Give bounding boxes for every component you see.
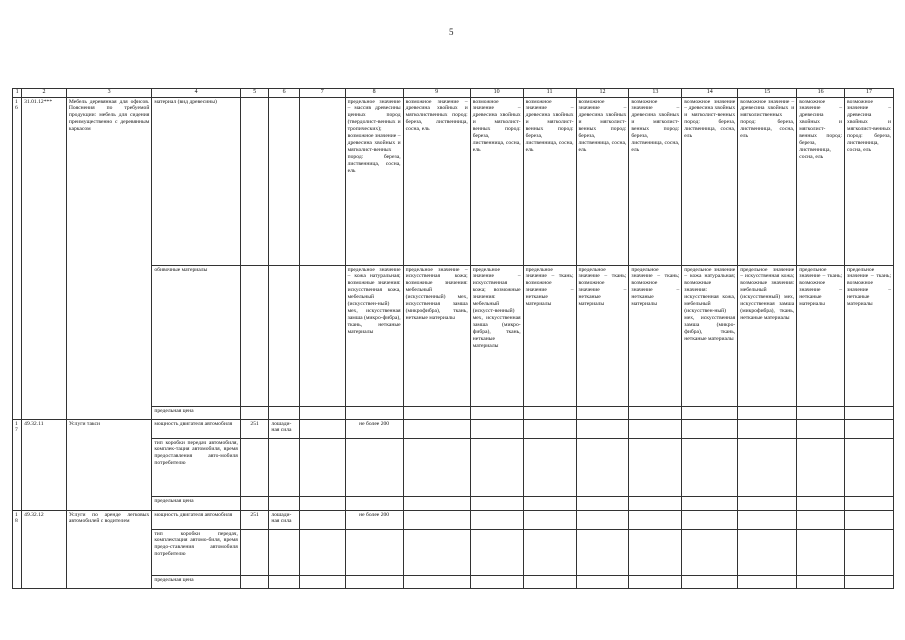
- empty-cell: [269, 97, 300, 265]
- column-header: 8: [345, 89, 403, 98]
- column-header: 4: [152, 89, 241, 98]
- okpd-code: 49.32.12: [22, 510, 67, 588]
- empty-cell: [470, 510, 523, 529]
- empty-cell: [470, 406, 523, 419]
- empty-cell: [299, 529, 345, 575]
- column-header: 11: [523, 89, 576, 98]
- empty-cell: [240, 496, 268, 510]
- empty-cell: [240, 265, 268, 406]
- column-header: 12: [576, 89, 629, 98]
- empty-cell: [797, 419, 845, 438]
- empty-cell: [523, 510, 576, 529]
- value-cell: возможное значение – древесина хвойных и мягколист-венных пород: береза, лиственница, сосна, ель: [576, 97, 629, 265]
- value-cell: возможное значение – древесина хвойных и мягколист-венных пород: береза, лиственница, сосна, ель: [629, 97, 682, 265]
- empty-cell: [797, 529, 845, 575]
- attribute-name: обивочные материалы: [152, 265, 241, 406]
- empty-cell: [523, 438, 576, 496]
- empty-cell: [240, 575, 268, 588]
- okei-code: 251: [240, 510, 268, 529]
- empty-cell: [523, 406, 576, 419]
- row-number: 16: [13, 97, 22, 419]
- empty-cell: [345, 406, 403, 419]
- requirements-table: [12, 88, 894, 589]
- unit-name: лошади-ная сила: [269, 419, 300, 438]
- attribute-name: мощность двигателя автомобиля: [152, 510, 241, 529]
- empty-cell: [403, 529, 470, 575]
- empty-cell: [470, 575, 523, 588]
- product-name: Услуги по аренде легковых автомобилей с водителем: [66, 510, 151, 588]
- column-header: 13: [629, 89, 682, 98]
- empty-cell: [240, 529, 268, 575]
- empty-cell: [470, 529, 523, 575]
- attribute-name: предельная цена: [152, 496, 241, 510]
- empty-cell: [738, 438, 797, 496]
- column-header: 6: [269, 89, 300, 98]
- empty-cell: [345, 575, 403, 588]
- product-name: Мебель деревянная для офисов. Пояснения по требуемой продукции: мебель для сидения преимущественно с деревянным каркасом: [66, 97, 151, 419]
- empty-cell: [470, 496, 523, 510]
- page-number: 5: [449, 27, 454, 37]
- empty-cell: [629, 575, 682, 588]
- value-cell: предельное значение – ткань; возможное значение – нетканые материалы: [797, 265, 845, 406]
- column-header: 3: [66, 89, 151, 98]
- empty-cell: [403, 406, 470, 419]
- empty-cell: [299, 406, 345, 419]
- value-cell: возможное значение – древесина хвойных и мягколист-венных пород: береза, лиственница, сосна, ель: [470, 97, 523, 265]
- empty-cell: [629, 406, 682, 419]
- value-cell: предельное значение – искусственная кожа; возможные значения: мебельный (искусст-венный) мех, искусственная замша (микро-фибра), ткань, нетканые материалы: [470, 265, 523, 406]
- attribute-name: мощность двигателя автомобиля: [152, 419, 241, 438]
- value-cell: возможное значение – древесина хвойных и мягколист-венных пород: береза, лиственница, сосна, ель: [797, 97, 845, 265]
- empty-cell: [845, 406, 894, 419]
- empty-cell: [682, 529, 738, 575]
- column-header: 5: [240, 89, 268, 98]
- empty-cell: [299, 575, 345, 588]
- okpd-code: 31.01.12***: [22, 97, 67, 419]
- column-header: 2: [22, 89, 67, 98]
- empty-cell: [269, 496, 300, 510]
- empty-cell: [845, 419, 894, 438]
- empty-cell: [576, 419, 629, 438]
- empty-cell: [576, 529, 629, 575]
- empty-cell: [797, 438, 845, 496]
- value-cell: предельное значение – ткань; возможное значение – нетканые материалы: [629, 265, 682, 406]
- empty-cell: [240, 406, 268, 419]
- empty-cell: [797, 496, 845, 510]
- empty-cell: [299, 97, 345, 265]
- column-header: 9: [403, 89, 470, 98]
- table-row: [13, 97, 894, 265]
- empty-cell: [403, 575, 470, 588]
- attribute-name: предельная цена: [152, 575, 241, 588]
- empty-cell: [682, 438, 738, 496]
- empty-cell: [523, 529, 576, 575]
- empty-cell: [738, 419, 797, 438]
- value-cell: возможное значение – древесина хвойных и мягколист-венных пород: береза, лиственница, сосна, ель: [845, 97, 894, 265]
- empty-cell: [797, 575, 845, 588]
- empty-cell: [299, 265, 345, 406]
- empty-cell: [845, 438, 894, 496]
- value-cell: не более 200: [345, 419, 403, 438]
- empty-cell: [523, 419, 576, 438]
- empty-cell: [345, 438, 403, 496]
- empty-cell: [299, 496, 345, 510]
- empty-cell: [403, 496, 470, 510]
- empty-cell: [240, 97, 268, 265]
- product-name: Услуги такси: [66, 419, 151, 510]
- table-row: [13, 419, 894, 438]
- empty-cell: [629, 438, 682, 496]
- value-cell: предельное значение – ткань; возможное значение – нетканые материалы: [523, 265, 576, 406]
- empty-cell: [576, 406, 629, 419]
- value-cell: предельное значение – ткань; возможное значение – нетканые материалы: [576, 265, 629, 406]
- empty-cell: [682, 406, 738, 419]
- empty-cell: [299, 510, 345, 529]
- okei-code: 251: [240, 419, 268, 438]
- value-cell: предельное значение – ткань; возможное значение – нетканые материалы: [845, 265, 894, 406]
- empty-cell: [470, 438, 523, 496]
- empty-cell: [629, 529, 682, 575]
- column-header: 15: [738, 89, 797, 98]
- empty-cell: [682, 575, 738, 588]
- row-number: 17: [13, 419, 22, 510]
- empty-cell: [345, 529, 403, 575]
- empty-cell: [345, 496, 403, 510]
- empty-cell: [845, 575, 894, 588]
- empty-cell: [845, 529, 894, 575]
- empty-cell: [269, 529, 300, 575]
- empty-cell: [470, 419, 523, 438]
- value-cell: возможное значение – древесина хвойных и мягколист-венных пород: береза, лиственница, сосна, ель: [682, 97, 738, 265]
- value-cell: предельное значение – кожа натуральная; возможные значения: искусственная кожа, мебельный (искусствен-ный) мех, искусственная замша (микро-фибра), ткань, нетканые материалы: [682, 265, 738, 406]
- empty-cell: [682, 510, 738, 529]
- column-header: 1: [13, 89, 22, 98]
- empty-cell: [576, 496, 629, 510]
- column-header: 7: [299, 89, 345, 98]
- attribute-name: тип коробки передач автомобиля, комплек-тация автомобиля, время предоставления авто-мобиля потребителю: [152, 438, 241, 496]
- value-cell: предельное значение – искусственная кожа; возможные значения: мебельный (искусственный) мех, искусственная замша (микрофибра), ткань, нетканые материалы: [738, 265, 797, 406]
- value-cell: возможное значение – древесина хвойных и мягколиственных пород: береза, лиственница, сосна, ель: [738, 97, 797, 265]
- empty-cell: [576, 575, 629, 588]
- empty-cell: [738, 496, 797, 510]
- attribute-name: материал (вид древесины): [152, 97, 241, 265]
- empty-cell: [403, 510, 470, 529]
- value-cell: не более 200: [345, 510, 403, 529]
- empty-cell: [403, 419, 470, 438]
- empty-cell: [682, 419, 738, 438]
- empty-cell: [269, 575, 300, 588]
- empty-cell: [299, 419, 345, 438]
- attribute-name: тип коробки передач, комплектация автомо-биля, время предо-ставления автомобиля потребителю: [152, 529, 241, 575]
- empty-cell: [797, 510, 845, 529]
- value-cell: возможное значение – древесина хвойных и мягколиственных пород: береза, лиственница, сосна, ель: [403, 97, 470, 265]
- empty-cell: [576, 510, 629, 529]
- empty-cell: [845, 510, 894, 529]
- value-cell: возможное значение – древесина хвойных и мягколист-венных пород: береза, лиственница, сосна, ель: [523, 97, 576, 265]
- empty-cell: [738, 575, 797, 588]
- empty-cell: [403, 438, 470, 496]
- empty-cell: [629, 496, 682, 510]
- empty-cell: [299, 438, 345, 496]
- empty-cell: [629, 510, 682, 529]
- column-header: 10: [470, 89, 523, 98]
- empty-cell: [240, 438, 268, 496]
- empty-cell: [738, 406, 797, 419]
- row-number: 18: [13, 510, 22, 588]
- column-header: 16: [797, 89, 845, 98]
- empty-cell: [738, 510, 797, 529]
- empty-cell: [629, 419, 682, 438]
- empty-cell: [269, 265, 300, 406]
- column-header: 17: [845, 89, 894, 98]
- attribute-name: предельная цена: [152, 406, 241, 419]
- empty-cell: [523, 496, 576, 510]
- empty-cell: [269, 406, 300, 419]
- empty-cell: [576, 438, 629, 496]
- okpd-code: 49.32.11: [22, 419, 67, 510]
- value-cell: предельное значение – массив древесины ценных пород (твердолист-венных и тропических); возможное значение – древесина хвойных и мягколист-венных пород: береза, лиственница, сосна, ель: [345, 97, 403, 265]
- unit-name: лошади-ная сила: [269, 510, 300, 529]
- column-number-row: [13, 89, 894, 98]
- value-cell: предельное значение – кожа натуральная; возможные значения: искусственная кожа, мебельный (искусствен-ный) мех, искусственная замша (микро-фибра), ткань, нетканые материалы: [345, 265, 403, 406]
- value-cell: предельное значение – искусственная кожа; возможные значения: мебельный (искусственный) мех, искусственная замша (микрофибра), ткань, нетканые материалы: [403, 265, 470, 406]
- empty-cell: [682, 496, 738, 510]
- empty-cell: [738, 529, 797, 575]
- table-row: [13, 510, 894, 529]
- empty-cell: [269, 438, 300, 496]
- column-header: 14: [682, 89, 738, 98]
- empty-cell: [845, 496, 894, 510]
- empty-cell: [523, 575, 576, 588]
- empty-cell: [797, 406, 845, 419]
